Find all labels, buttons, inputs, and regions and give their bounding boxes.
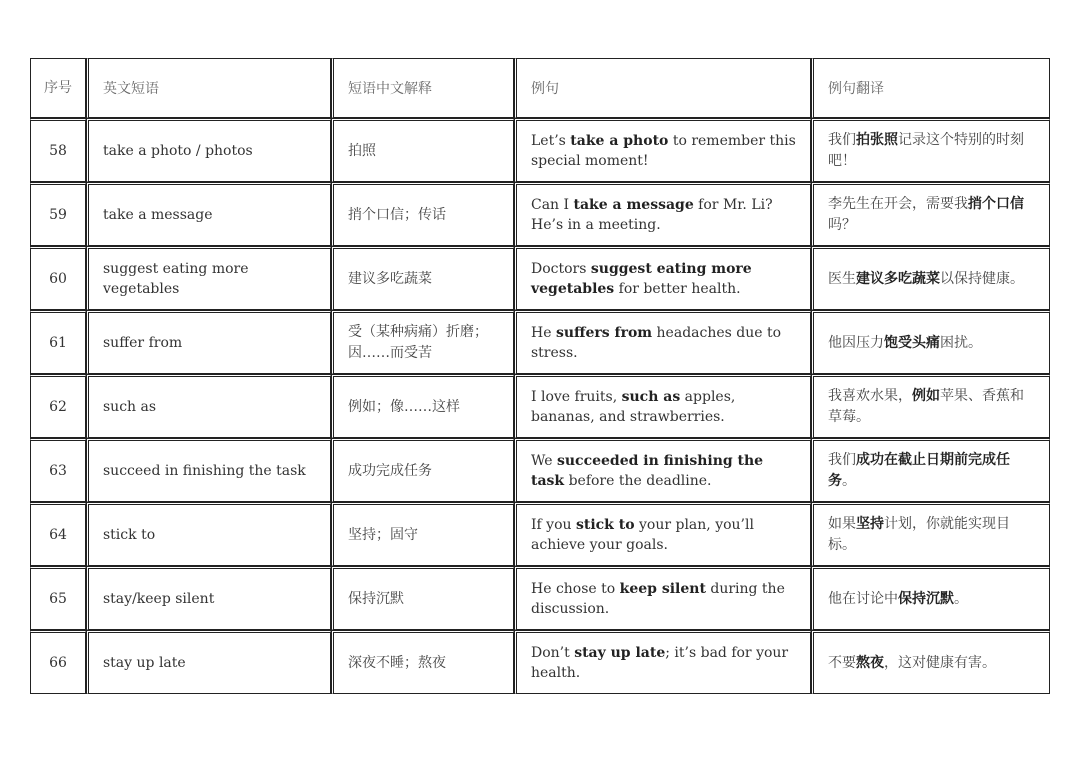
translation-key-phrase: 熬夜 — [856, 654, 884, 671]
meaning-cell — [331, 630, 514, 694]
example-key-phrase: suggest eating more vegetables — [531, 261, 752, 297]
translation-post: 。 — [842, 473, 856, 489]
phrase-cell — [86, 374, 331, 438]
translation-cell — [811, 502, 1050, 566]
meaning-cell — [331, 118, 514, 182]
meaning-text: 拍照 — [348, 142, 376, 159]
translation-key-phrase: 保持沉默 — [898, 590, 954, 607]
phrase-text: succeed in finishing the task — [103, 463, 306, 479]
example-post: apples, bananas, and strawberries. — [531, 389, 736, 425]
translation-pre: 我喜欢水果， — [828, 388, 912, 404]
phrase-text: such as — [103, 399, 157, 415]
example-post: to remember this special moment! — [531, 133, 796, 169]
example-pre: He chose to — [531, 581, 620, 597]
example-post: headaches due to stress. — [531, 325, 782, 361]
example-post: during the discussion. — [531, 581, 785, 617]
table-row — [30, 630, 1050, 694]
row-number — [30, 630, 86, 694]
phrase-cell — [86, 182, 331, 246]
translation-pre: 他在讨论中 — [828, 590, 898, 607]
translation-post: 吗？ — [828, 217, 856, 233]
translation-key-phrase: 例如 — [912, 388, 940, 404]
example-pre: We — [531, 453, 557, 469]
example-key-phrase: stick to — [575, 517, 635, 533]
example-cell — [514, 310, 811, 374]
phrase-cell — [86, 118, 331, 182]
example-cell — [514, 438, 811, 502]
phrase-text: take a message — [103, 207, 213, 223]
phrase-text: take a photo / photos — [103, 143, 253, 159]
meaning-cell — [331, 502, 514, 566]
example-pre: If you — [531, 517, 576, 533]
meaning-text: 捎个口信；传话 — [348, 206, 446, 223]
vocabulary-table — [30, 58, 1050, 694]
translation-cell — [811, 438, 1050, 502]
example-pre: Don’t — [531, 645, 575, 661]
row-number — [30, 502, 86, 566]
example-cell — [514, 630, 811, 694]
translation-post: ，这对健康有害。 — [884, 654, 996, 671]
row-number — [30, 182, 86, 246]
meaning-cell — [331, 438, 514, 502]
translation-key-phrase: 捎个口信 — [968, 196, 1024, 212]
translation-cell — [811, 246, 1050, 310]
table-row — [30, 438, 1050, 502]
translation-key-phrase: 成功在截止日期前完成任务 — [828, 452, 1010, 489]
header-phrase: 英文短语 — [86, 58, 331, 118]
example-cell — [514, 118, 811, 182]
table-row — [30, 182, 1050, 246]
translation-key-phrase: 饱受头痛 — [884, 334, 940, 351]
phrase-text: stay up late — [103, 655, 186, 671]
example-cell — [514, 502, 811, 566]
translation-cell — [811, 374, 1050, 438]
example-key-phrase: stay up late — [574, 645, 666, 661]
phrase-text: stick to — [103, 527, 156, 543]
table-row — [30, 374, 1050, 438]
example-key-phrase: keep silent — [619, 581, 706, 597]
meaning-text: 深夜不睡；熬夜 — [348, 654, 446, 671]
example-cell — [514, 246, 811, 310]
row-number-text: 59 — [49, 207, 67, 223]
translation-cell — [811, 566, 1050, 630]
meaning-cell — [331, 246, 514, 310]
meaning-text: 例如；像……这样 — [348, 398, 460, 415]
row-number-text: 61 — [49, 335, 67, 351]
meaning-text: 坚持；固守 — [348, 526, 418, 543]
translation-pre: 李先生在开会，需要我 — [828, 196, 968, 212]
row-number — [30, 310, 86, 374]
example-key-phrase: take a message — [573, 197, 694, 213]
table-row — [30, 310, 1050, 374]
meaning-cell — [331, 566, 514, 630]
row-number-text: 58 — [49, 143, 67, 159]
example-pre: Can I — [531, 197, 574, 213]
meaning-cell — [331, 310, 514, 374]
meaning-cell — [331, 374, 514, 438]
example-pre: Let’s — [531, 133, 571, 149]
translation-post: 。 — [954, 590, 968, 607]
row-number-text: 64 — [49, 527, 67, 543]
meaning-text: 保持沉默 — [348, 590, 404, 607]
meaning-text: 建议多吃蔬菜 — [348, 270, 432, 287]
example-pre: He — [531, 325, 556, 341]
example-post: ; it’s bad for your health. — [531, 645, 789, 681]
row-number — [30, 438, 86, 502]
example-post: for better health. — [614, 281, 741, 297]
row-number-text: 62 — [49, 399, 67, 415]
header-row — [30, 58, 1050, 118]
table-row — [30, 246, 1050, 310]
row-number — [30, 566, 86, 630]
header-translation: 例句翻译 — [811, 58, 1050, 118]
meaning-cell — [331, 182, 514, 246]
example-key-phrase: suffers from — [555, 325, 653, 341]
header-meaning: 短语中文解释 — [331, 58, 514, 118]
meaning-text: 受（某种病痛）折磨；因……而受苦 — [348, 324, 488, 361]
translation-pre: 我们 — [828, 132, 856, 148]
translation-cell — [811, 118, 1050, 182]
table-row — [30, 566, 1050, 630]
translation-post: 苹果、香蕉和草莓。 — [828, 388, 1024, 425]
translation-post: 困扰。 — [940, 334, 982, 351]
translation-key-phrase: 拍张照 — [856, 132, 898, 148]
table-row — [30, 502, 1050, 566]
example-key-phrase: succeeded in finishing the task — [531, 453, 764, 489]
example-cell — [514, 182, 811, 246]
translation-cell — [811, 630, 1050, 694]
header-number: 序号 — [30, 58, 86, 118]
translation-post: 记录这个特别的时刻吧！ — [828, 132, 1024, 169]
translation-cell — [811, 310, 1050, 374]
translation-pre: 如果 — [828, 516, 856, 532]
phrase-text: suggest eating more vegetables — [103, 261, 249, 297]
phrase-cell — [86, 310, 331, 374]
example-key-phrase: such as — [621, 389, 681, 405]
row-number-text: 63 — [49, 463, 67, 479]
row-number-text: 66 — [49, 655, 67, 671]
row-number-text: 60 — [49, 271, 67, 287]
phrase-cell — [86, 246, 331, 310]
phrase-text: suffer from — [103, 335, 183, 351]
row-number — [30, 374, 86, 438]
translation-pre: 我们 — [828, 452, 856, 468]
row-number-text: 65 — [49, 591, 67, 607]
header-example: 例句 — [514, 58, 811, 118]
translation-cell — [811, 182, 1050, 246]
example-pre: Doctors — [531, 261, 591, 277]
example-post: for Mr. Li? He’s in a meeting. — [531, 197, 773, 233]
phrase-cell — [86, 566, 331, 630]
example-post: before the deadline. — [564, 473, 712, 489]
phrase-cell — [86, 438, 331, 502]
example-key-phrase: take a photo — [570, 133, 669, 149]
example-pre: I love fruits, — [531, 389, 622, 405]
translation-key-phrase: 建议多吃蔬菜 — [856, 270, 940, 287]
translation-key-phrase: 坚持 — [856, 516, 884, 532]
example-post: your plan, you’ll achieve your goals. — [531, 517, 754, 553]
example-cell — [514, 374, 811, 438]
row-number — [30, 246, 86, 310]
example-cell — [514, 566, 811, 630]
row-number — [30, 118, 86, 182]
meaning-text: 成功完成任务 — [348, 462, 432, 479]
translation-post: 计划，你就能实现目标。 — [828, 516, 1010, 553]
phrase-cell — [86, 502, 331, 566]
translation-pre: 医生 — [828, 270, 856, 287]
translation-post: 以保持健康。 — [940, 270, 1024, 287]
translation-pre: 他因压力 — [828, 334, 884, 351]
phrase-text: stay/keep silent — [103, 591, 215, 607]
table-row — [30, 118, 1050, 182]
translation-pre: 不要 — [828, 654, 856, 671]
phrase-cell — [86, 630, 331, 694]
